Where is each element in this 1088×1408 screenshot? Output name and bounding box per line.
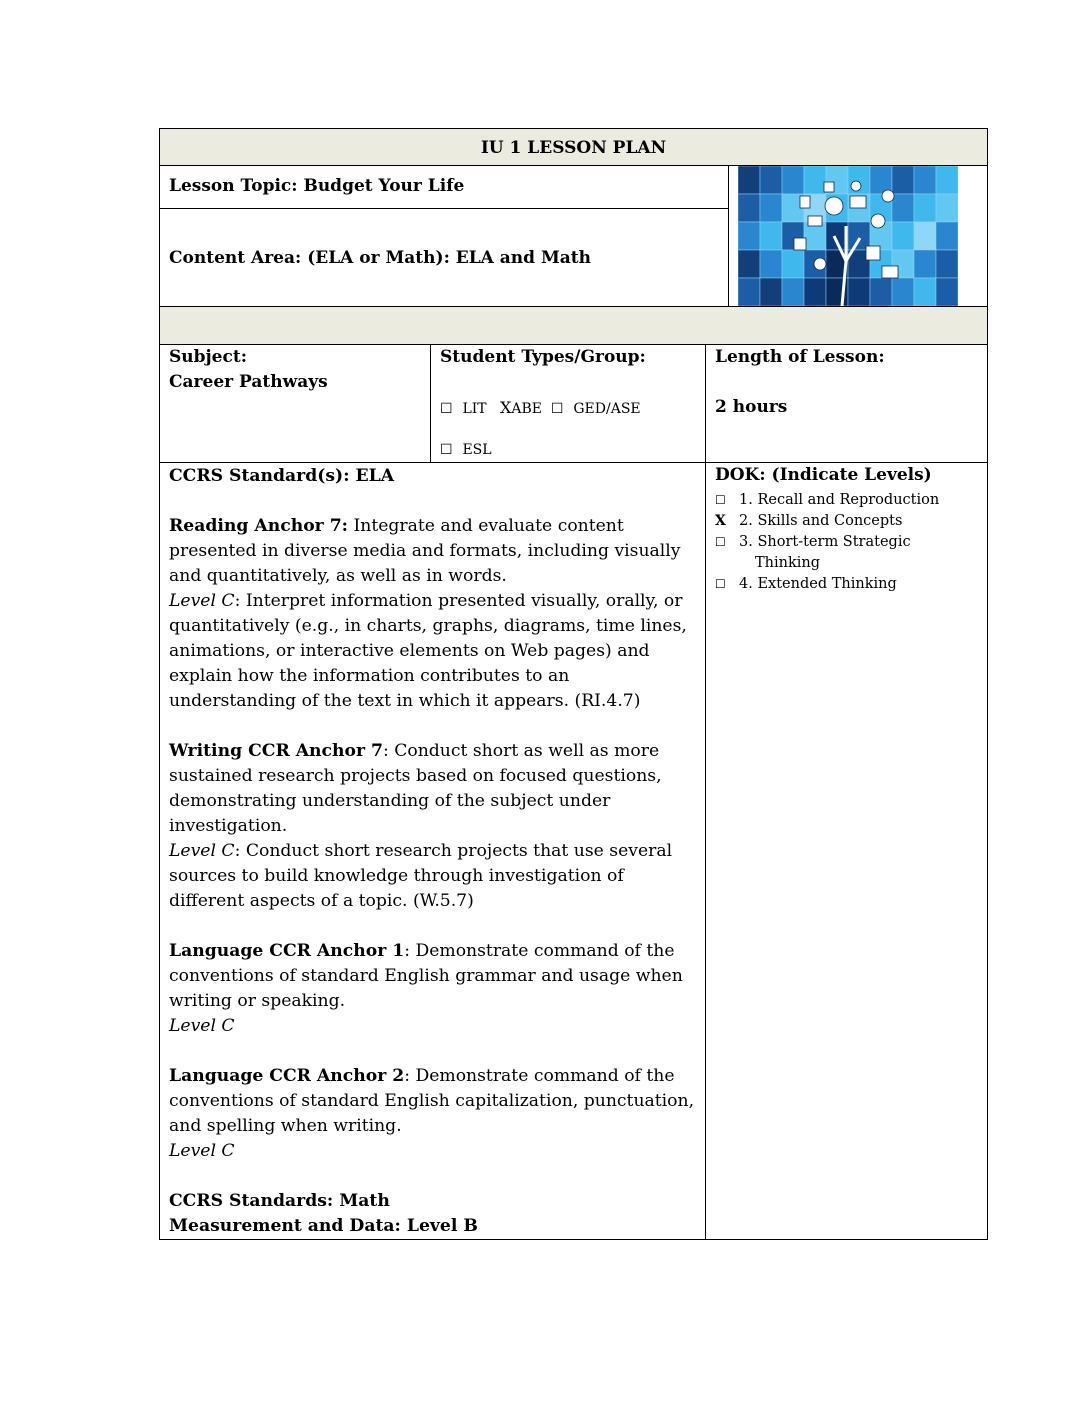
length-value: 2 hours <box>715 397 788 417</box>
writing-anchor-7: Writing CCR Anchor 7: Conduct short as well as more sustained research projects based on focused questions, demonstrating understanding of the subject under investigation. Level C: Conduct short research projects that use several sources to build knowledge through investigation of different aspects of a topic. (W.5.7) <box>169 741 673 911</box>
subject-value: Career Pathways <box>169 372 328 392</box>
dok-levels-list <box>715 490 980 595</box>
dok-level-2[interactable]: X 2. Skills and Concepts <box>715 511 980 532</box>
esl-option <box>440 442 492 458</box>
page-title: IU 1 LESSON PLAN <box>480 137 667 158</box>
dok-level-1[interactable]: ☐ 1. Recall and Reproduction <box>715 490 980 511</box>
language-anchor-1: Language CCR Anchor 1: Demonstrate command of the conventions of standard English grammar and usage when writing or speaking. Level C <box>169 941 683 1036</box>
ged-label: GED/ASE <box>573 401 641 417</box>
dok-heading: DOK: (Indicate Levels) <box>715 465 932 485</box>
esl-checkbox[interactable]: ☐ <box>440 442 453 458</box>
dok-level-3-continued: Thinking <box>755 555 821 571</box>
subject-label: Subject: <box>169 347 247 367</box>
dok-level-3[interactable]: ☐ 3. Short-term Strategic <box>715 532 980 553</box>
length-label: Length of Lesson: <box>715 347 885 367</box>
abe-check-mark: X <box>499 398 512 417</box>
content-area: Content Area: (ELA or Math): ELA and Math <box>169 248 592 268</box>
lit-checkbox[interactable]: ☐ <box>440 401 453 417</box>
lesson-topic: Lesson Topic: Budget Your Life <box>169 176 465 196</box>
ccrs-math-heading: CCRS Standards: Math <box>169 1191 390 1211</box>
dok-level-4[interactable]: ☐ 4. Extended Thinking <box>715 574 980 595</box>
student-types-label: Student Types/Group: <box>440 347 646 367</box>
dok-level-2-check-mark: X <box>715 513 726 529</box>
empty-shaded-row <box>160 307 987 345</box>
reading-anchor-7: Reading Anchor 7: Integrate and evaluate content presented in diverse media and formats, including visually and quantitatively, as well as in words. Level C: Interpret information presented visually, orally, or quantitatively (e.g., in charts, graphs, diagrams, time lines, animations, or interactive elements on Web pages) and explain how the information contributes to an understanding of the text in which it appears. (RI.4.7) <box>169 516 687 711</box>
student-type-options <box>440 398 641 417</box>
ccrs-ela-heading: CCRS Standard(s): ELA <box>169 466 395 486</box>
dok-level-1-checkbox[interactable]: ☐ <box>715 493 726 507</box>
abe-label: ABE <box>511 401 542 417</box>
language-anchor-2: Language CCR Anchor 2: Demonstrate command of the conventions of standard English capitalization, punctuation, and spelling when writing. Level C <box>169 1066 695 1161</box>
lit-label: LIT <box>462 401 487 417</box>
ged-checkbox[interactable]: ☐ <box>550 401 564 417</box>
dok-level-4-checkbox[interactable]: ☐ <box>715 577 726 591</box>
math-subheading: Measurement and Data: Level B <box>169 1216 478 1236</box>
technology-collage-image <box>738 166 958 306</box>
dok-level-3-checkbox[interactable]: ☐ <box>715 535 726 549</box>
standards-column <box>169 464 699 1239</box>
esl-label: ESL <box>462 442 492 458</box>
